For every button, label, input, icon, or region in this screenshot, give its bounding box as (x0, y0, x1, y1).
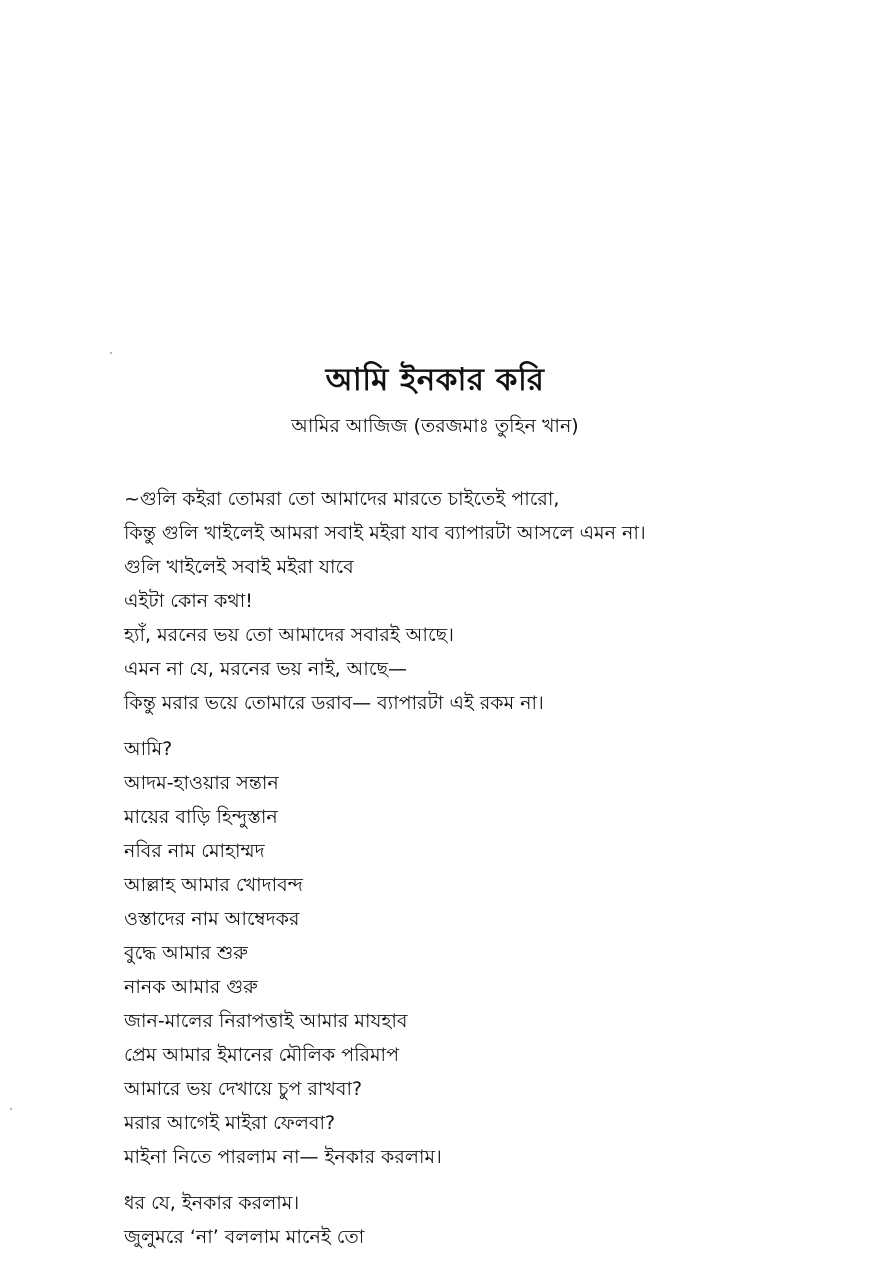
poem-line: নানক আমার গুরু (124, 976, 258, 998)
paper-speck (10, 1108, 12, 1110)
poem-line: এমন না যে, মরনের ভয় নাই, আছে— (124, 658, 407, 680)
poem-byline: আমির আজিজ (তরজমাঃ তুহিন খান) (291, 415, 579, 437)
poem-line: কিন্তু গুলি খাইলেই আমরা সবাই মইরা যাব ব্যাপারটা আসলে এমন না। (124, 522, 646, 544)
poem-title: আমি ইনকার করি (325, 362, 545, 398)
stanza-2 (124, 732, 844, 1174)
poem-line: আমি? (124, 738, 173, 760)
poem-line: গুলি খাইলেই সবাই মইরা যাবে (124, 556, 354, 578)
poem-line: মাইনা নিতে পারলাম না— ইনকার করলাম। (124, 1146, 442, 1168)
poem-line: বুদ্ধে আমার শুরু (124, 942, 248, 964)
poem-line: আমারে ভয় দেখায়ে চুপ রাখবা? (124, 1078, 363, 1100)
poem-line: আদম-হাওয়ার সন্তান (124, 772, 279, 794)
poem-body (124, 482, 844, 1254)
poem-line: মায়ের বাড়ি হিন্দুস্তান (124, 806, 278, 828)
poem-line: মরার আগেই মাইরা ফেলবা? (124, 1112, 336, 1134)
poem-line: কিন্তু মরার ভয়ে তোমারে ডরাব— ব্যাপারটা এই রকম না। (124, 692, 544, 714)
poem-line: নবির নাম মোহাম্মদ (124, 840, 265, 862)
poem-line: হ্যাঁ, মরনের ভয় তো আমাদের সবারই আছে। (124, 624, 454, 646)
poem-line: ধর যে, ইনকার করলাম। (124, 1192, 300, 1214)
poem-line: জান-মালের নিরাপত্তাই আমার মাযহাব (124, 1010, 408, 1032)
poem-line: ওস্তাদের নাম আম্বেদকর (124, 908, 300, 930)
poem-line: এইটা কোন কথা! (124, 590, 253, 612)
stanza-3 (124, 1186, 844, 1254)
poem-line: ~গুলি কইরা তোমরা তো আমাদের মারতে চাইতেই পারো, (124, 488, 560, 510)
poem-line: আল্লাহ আমার খোদাবন্দ (124, 874, 303, 896)
stanza-1 (124, 482, 844, 720)
poem-line: প্রেম আমার ইমানের মৌলিক পরিমাপ (124, 1044, 399, 1066)
poem-line: জুলুমরে ‘না’ বললাম মানেই তো (124, 1226, 365, 1248)
paper-speck (110, 352, 112, 354)
